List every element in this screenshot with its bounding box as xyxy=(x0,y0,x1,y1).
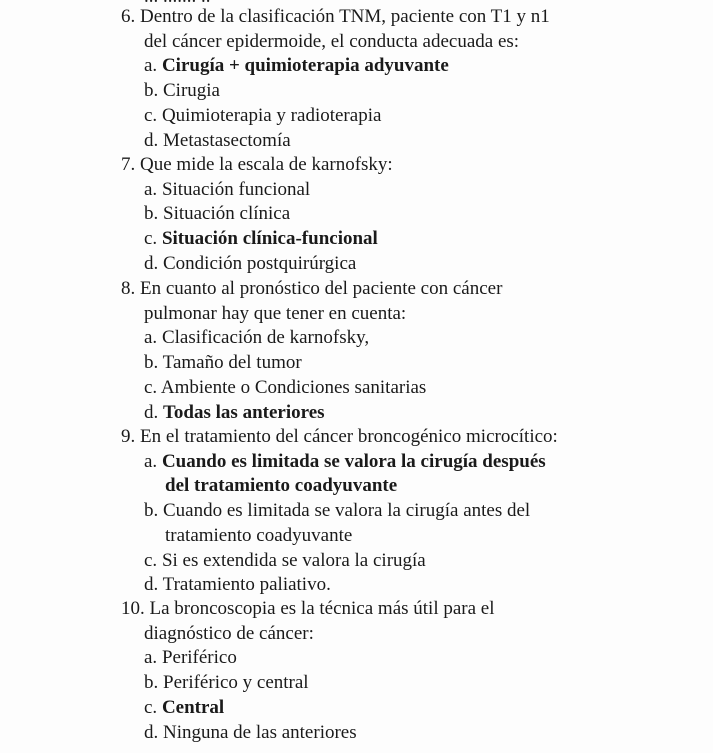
option-text: Ninguna de las anteriores xyxy=(163,721,357,743)
option-letter: b. xyxy=(144,500,159,522)
option-text: Condición postquirúrgica xyxy=(163,252,357,274)
answer-option xyxy=(0,104,713,129)
option-letter: c. xyxy=(144,549,158,571)
question-text xyxy=(0,425,713,450)
correct-answer-text: Situación clínica-funcional xyxy=(161,228,378,250)
question-5 xyxy=(0,597,713,745)
option-letter: c. xyxy=(144,696,158,718)
answer-option xyxy=(0,646,713,671)
answer-option xyxy=(0,252,713,277)
question-text xyxy=(0,153,713,178)
answer-option xyxy=(0,401,713,426)
option-letter: a. xyxy=(144,327,158,349)
option-letter: d. xyxy=(144,574,159,596)
answer-option xyxy=(0,524,713,549)
question-text-continued xyxy=(0,302,713,327)
option-text: Metastasectomía xyxy=(163,129,291,151)
question-line: En cuanto al pronóstico del paciente con cáncer xyxy=(140,278,503,299)
question-number: 7. xyxy=(121,154,136,175)
option-letter: c. xyxy=(144,104,158,126)
option-letter: a. xyxy=(144,647,158,669)
answer-option xyxy=(0,549,713,574)
question-line: Dentro de la clasificación TNM, paciente con T1 y n1 xyxy=(140,6,550,27)
option-letter: b. xyxy=(144,672,159,694)
question-line: En el tratamiento del cáncer broncogénico microcítico: xyxy=(140,426,558,447)
question-text xyxy=(0,5,713,30)
question-2 xyxy=(0,153,713,277)
option-letter: d. xyxy=(144,401,159,423)
question-text-continued xyxy=(0,30,713,55)
option-text: Periférico xyxy=(161,647,237,669)
answer-option xyxy=(0,573,713,598)
option-text: Tamaño del tumor xyxy=(162,352,302,374)
option-text: Cirugia xyxy=(163,80,220,102)
answer-option xyxy=(0,351,713,376)
question-number: 10. xyxy=(121,598,145,619)
answer-option xyxy=(0,178,713,203)
answer-option xyxy=(0,79,713,104)
question-number: 8. xyxy=(121,278,136,299)
answer-option xyxy=(0,54,713,79)
option-letter: a. xyxy=(144,178,158,200)
option-letter: a. xyxy=(144,450,158,472)
option-text: Situación clínica xyxy=(163,203,291,225)
correct-answer-text: Todas las anteriores xyxy=(163,401,325,423)
question-line: del cáncer epidermoide, el conducta adecuada es: xyxy=(144,30,520,52)
option-text: tratamiento coadyuvante xyxy=(165,524,353,546)
option-letter: d. xyxy=(144,721,159,743)
question-line: pulmonar hay que tener en cuenta: xyxy=(144,302,407,324)
option-letter: d. xyxy=(144,252,159,274)
answer-option xyxy=(0,696,713,721)
answer-option xyxy=(0,671,713,696)
option-text: Quimioterapia y radioterapia xyxy=(161,104,382,126)
answer-option xyxy=(0,202,713,227)
option-text: Tratamiento paliativo. xyxy=(162,574,331,596)
question-text-continued xyxy=(0,622,713,647)
option-text: Si es extendida se valora la cirugía xyxy=(161,549,426,571)
answer-option xyxy=(0,129,713,154)
answer-option xyxy=(0,376,713,401)
option-text: Periférico y central xyxy=(163,672,309,694)
option-letter: b. xyxy=(144,352,159,374)
option-letter: c. xyxy=(144,228,158,250)
question-text xyxy=(0,277,713,302)
question-4 xyxy=(0,425,713,598)
option-letter: c. xyxy=(144,376,158,398)
correct-answer-text: Cirugía + quimioterapia adyuvante xyxy=(161,55,449,77)
question-3 xyxy=(0,277,713,425)
correct-answer-text: del tratamiento coadyuvante xyxy=(165,475,398,497)
option-letter: b. xyxy=(144,203,159,225)
option-letter: a. xyxy=(144,55,158,77)
question-text xyxy=(0,597,713,622)
option-text: Clasificación de karnofsky, xyxy=(161,327,370,349)
answer-option xyxy=(0,227,713,252)
correct-answer-text: Cuando es limitada se valora la cirugía después xyxy=(161,450,546,472)
option-letter: b. xyxy=(144,80,159,102)
question-line: Que mide la escala de karnofsky: xyxy=(140,154,393,175)
answer-option xyxy=(0,721,713,746)
question-line: diagnóstico de cáncer: xyxy=(144,622,314,644)
question-1 xyxy=(0,5,713,153)
answer-option xyxy=(0,326,713,351)
option-text: Cuando es limitada se valora la cirugía antes del xyxy=(163,500,531,522)
option-text: Ambiente o Condiciones sanitarias xyxy=(160,376,427,398)
option-text: Situación funcional xyxy=(161,178,311,200)
answer-option xyxy=(0,474,713,499)
question-number: 9. xyxy=(121,426,136,447)
question-line: La broncoscopia es la técnica más útil para el xyxy=(149,598,495,619)
correct-answer-text: Central xyxy=(161,696,225,718)
answer-option xyxy=(0,499,713,524)
option-letter: d. xyxy=(144,129,159,151)
question-number: 6. xyxy=(121,6,136,27)
answer-option xyxy=(0,450,713,475)
